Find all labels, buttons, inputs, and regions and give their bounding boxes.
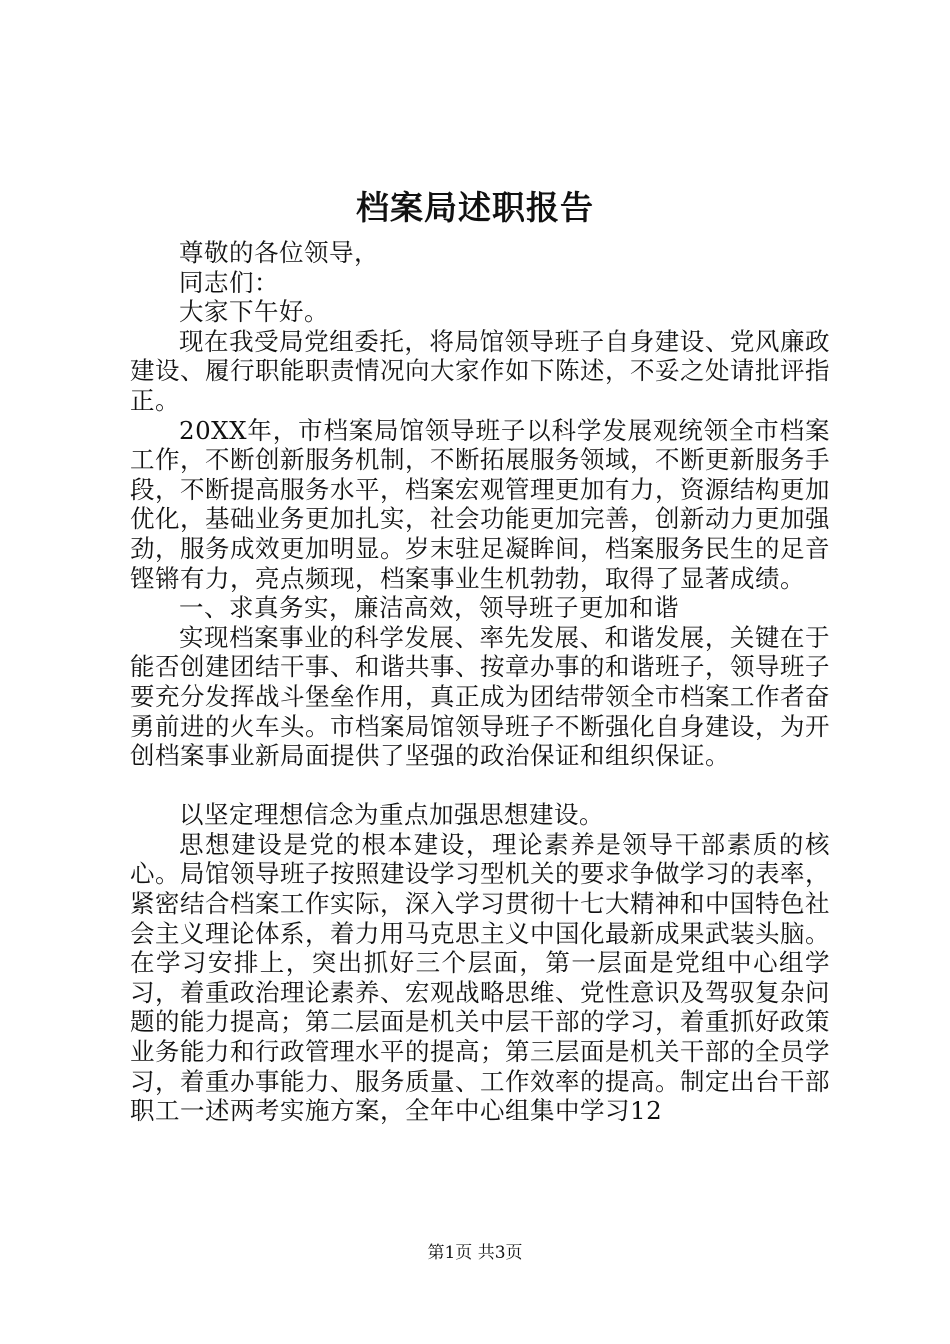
- document-title: 档案局述职报告: [356, 188, 594, 227]
- greeting: 大家下午好。: [179, 297, 329, 327]
- document-body: [130, 238, 830, 1126]
- section-1-paragraph: 实现档案事业的科学发展、率先发展、和谐发展，关键在于能否创建团结干事、和谐共事、按章办事的和谐班子，领导班子要充分发挥战斗堡垒作用，真正成为团结带领全市档案工作者奋勇前进的火车头。市档案局馆领导班子不断强化自身建设，为开创档案事业新局面提供了坚强的政治保证和组织保证。: [130, 622, 830, 771]
- summary-paragraph: 20XX年，市档案局馆领导班子以科学发展观统领全市档案工作，不断创新服务机制，不断拓展服务领域，不断更新服务手段，不断提高服务水平，档案宏观管理更加有力，资源结构更加优化，基础业务更加扎实，社会功能更加完善，创新动力更加强劲，服务成效更加明显。岁末驻足凝眸间，档案服务民生的足音铿锵有力，亮点频现，档案事业生机勃勃，取得了显著成绩。: [130, 415, 830, 593]
- salutation-leaders: 尊敬的各位领导，: [179, 238, 379, 267]
- subsection-paragraph: 思想建设是党的根本建设，理论素养是领导干部素质的核心。局馆领导班子按照建设学习型机关的要求争做学习的表率，紧密结合档案工作实际，深入学习贯彻十七大精神和中国特色社会主义理论体系，着力用马克思主义中国化最新成果武装头脑。在学习安排上，突出抓好三个层面，第一层面是党组中心组学习，着重政治理论素养、宏观战略思维、党性意识及驾驭复杂问题的能力提高；第二层面是机关中层干部的学习，着重抓好政策业务能力和行政管理水平的提高；第三层面是机关干部的全员学习，着重办事能力、服务质量、工作效率的提高。制定出台干部职工一述两考实施方案，全年中心组集中学习12: [130, 829, 830, 1126]
- salutation-comrades: 同志们：: [179, 267, 279, 297]
- page-number-footer: 第1页 共3页: [427, 1243, 523, 1263]
- subsection-heading: 以坚定理想信念为重点加强思想建设。: [179, 800, 604, 830]
- intro-paragraph: 现在我受局党组委托，将局馆领导班子自身建设、党风廉政建设、履行职能职责情况向大家作如下陈述，不妥之处请批评指正。: [130, 326, 830, 415]
- section-heading-1: 一、求真务实，廉洁高效，领导班子更加和谐: [179, 593, 679, 623]
